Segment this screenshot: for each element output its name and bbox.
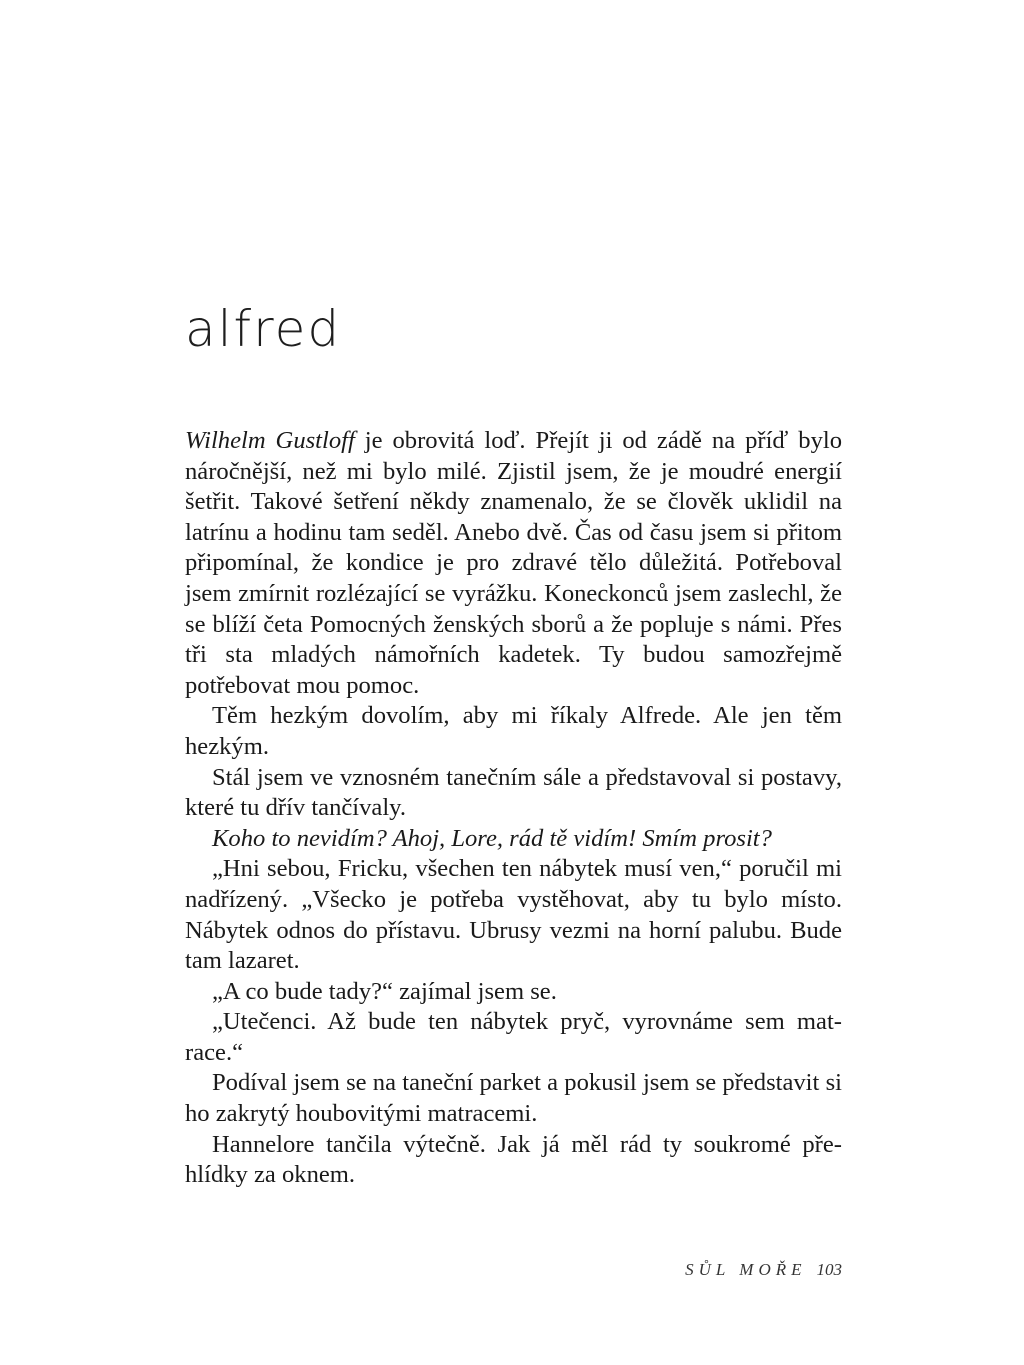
paragraph-2: Těm hezkým dovolím, aby mi říkaly Alfrede. Ale jen těm hezkým.: [185, 702, 842, 760]
italic-dialogue: Koho to nevidím? Ahoj, Lore, rád tě vidím! Smím prosit?: [212, 824, 772, 852]
running-title: SŮL MOŘE: [685, 1260, 807, 1279]
paragraph-8: Podíval jsem se na taneční parket a pokusil jsem se představit si ho zakrytý houbovitými matracemi.: [185, 1069, 842, 1128]
page-number: 103: [816, 1260, 842, 1279]
page-footer: [600, 1260, 842, 1280]
paragraph-1-text: je obrovitá loď. Přejít ji od zádě na příď bylo náročnější, než mi bylo milé. Zjistil jsem, že je moudré energií šetřit. Takové šetření někdy znamenalo, že se člověk uklidil na latrínu a hodinu tam seděl. Anebo dvě. Čas od času jsem si přitom připomínal, že kondice je pro zdravé tělo důležitá. Potřeboval jsem zmírnit rozlézající se vyrážku. Koneckonců jsem zaslechl, že se blíží četa Pomocných ženských sborů a že popluje s námi. Přes tři sta mladých námořních kadetek. Ty budou samozřejmě potřebovat mou pomoc.: [185, 427, 842, 699]
paragraph-5: „Hni sebou, Fricku, všechen ten nábytek musí ven,“ poručil mi nadřízený. „Všecko je potřeba vystěhovat, aby tu bylo místo. Nábytek odnos do přístavu. Ubrusy vezmi na horní palubu. Bude tam lazaret.: [185, 855, 842, 975]
paragraph-4-italic: [185, 824, 842, 855]
chapter-title: alfred: [185, 300, 342, 358]
paragraph-9: Hannelore tančila výtečně. Jak já měl rád ty soukromé přehlídky za oknem.: [185, 1130, 842, 1189]
body-text: [185, 426, 842, 1191]
paragraph-7: „Utečenci. Až bude ten nábytek pryč, vyrovnáme sem matrace.“: [185, 1008, 842, 1066]
ship-name-italic: Wilhelm Gustloff: [185, 427, 355, 454]
paragraph-1: [185, 426, 842, 701]
paragraph-3: Stál jsem ve vznosném tanečním sále a představoval si postavy, které tu dřív tančívaly.: [185, 763, 842, 822]
paragraph-6: „A co bude tady?“ zajímal jsem se.: [212, 977, 557, 1005]
